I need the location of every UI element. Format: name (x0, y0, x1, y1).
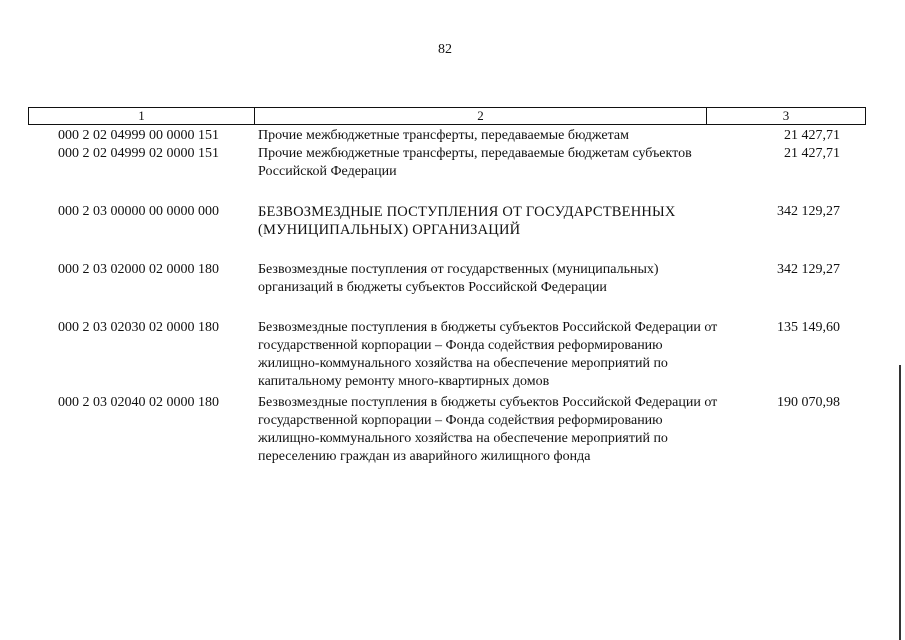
page-number: 82 (438, 42, 452, 57)
row-description: Безвозмездные поступления от государственных (муниципальных) организаций в бюджеты субъектов Российской Федерации (258, 262, 659, 295)
table-row (0, 394, 905, 466)
row-amount: 342 129,27 (777, 204, 840, 219)
row-amount: 342 129,27 (777, 262, 840, 277)
row-description: Прочие межбюджетные трансферты, передаваемые бюджетам (258, 128, 629, 143)
row-spacer (0, 181, 905, 203)
row-spacer (0, 297, 905, 319)
row-amount: 21 427,71 (784, 146, 840, 161)
table-row (0, 145, 905, 181)
row-spacer (0, 239, 905, 261)
table-body (0, 127, 905, 466)
row-amount: 135 149,60 (777, 320, 840, 335)
row-description: Безвозмездные поступления в бюджеты субъектов Российской Федерации от государственной корпорации – Фонда содействия реформированию жилищно-коммунального хозяйства на обеспечение мероприятий по капитальному ремонту много-квартирных домов (258, 320, 718, 389)
row-description: Безвозмездные поступления в бюджеты субъектов Российской Федерации от государственной корпорации – Фонда содействия реформированию жилищно-коммунального хозяйства на обеспечение мероприятий по переселению граждан из аварийного жилищного фонда (258, 395, 718, 464)
row-description: Прочие межбюджетные трансферты, передаваемые бюджетам субъектов Российской Федерации (258, 146, 692, 179)
row-code: 000 2 03 02040 02 0000 180 (58, 395, 219, 410)
table-row (0, 319, 905, 391)
row-amount: 190 070,98 (777, 395, 840, 410)
table-row (0, 127, 905, 145)
table-header-col3: 3 (782, 108, 790, 123)
row-code: 000 2 03 02000 02 0000 180 (58, 262, 219, 277)
row-code: 000 2 03 00000 00 0000 000 (58, 204, 219, 219)
table-row (0, 203, 905, 239)
row-description: БЕЗВОЗМЕЗДНЫЕ ПОСТУПЛЕНИЯ ОТ ГОСУДАРСТВЕННЫХ (МУНИЦИПАЛЬНЫХ) ОРГАНИЗАЦИЙ (258, 204, 676, 238)
row-amount: 21 427,71 (784, 128, 840, 143)
scan-edge-line (899, 365, 901, 640)
row-code: 000 2 02 04999 02 0000 151 (58, 146, 219, 161)
table-row (0, 261, 905, 297)
table-header-col1: 1 (29, 108, 255, 124)
row-code: 000 2 03 02030 02 0000 180 (58, 320, 219, 335)
table-header (28, 107, 866, 125)
row-code: 000 2 02 04999 00 0000 151 (58, 128, 219, 143)
table-header-col2: 2 (255, 108, 707, 124)
